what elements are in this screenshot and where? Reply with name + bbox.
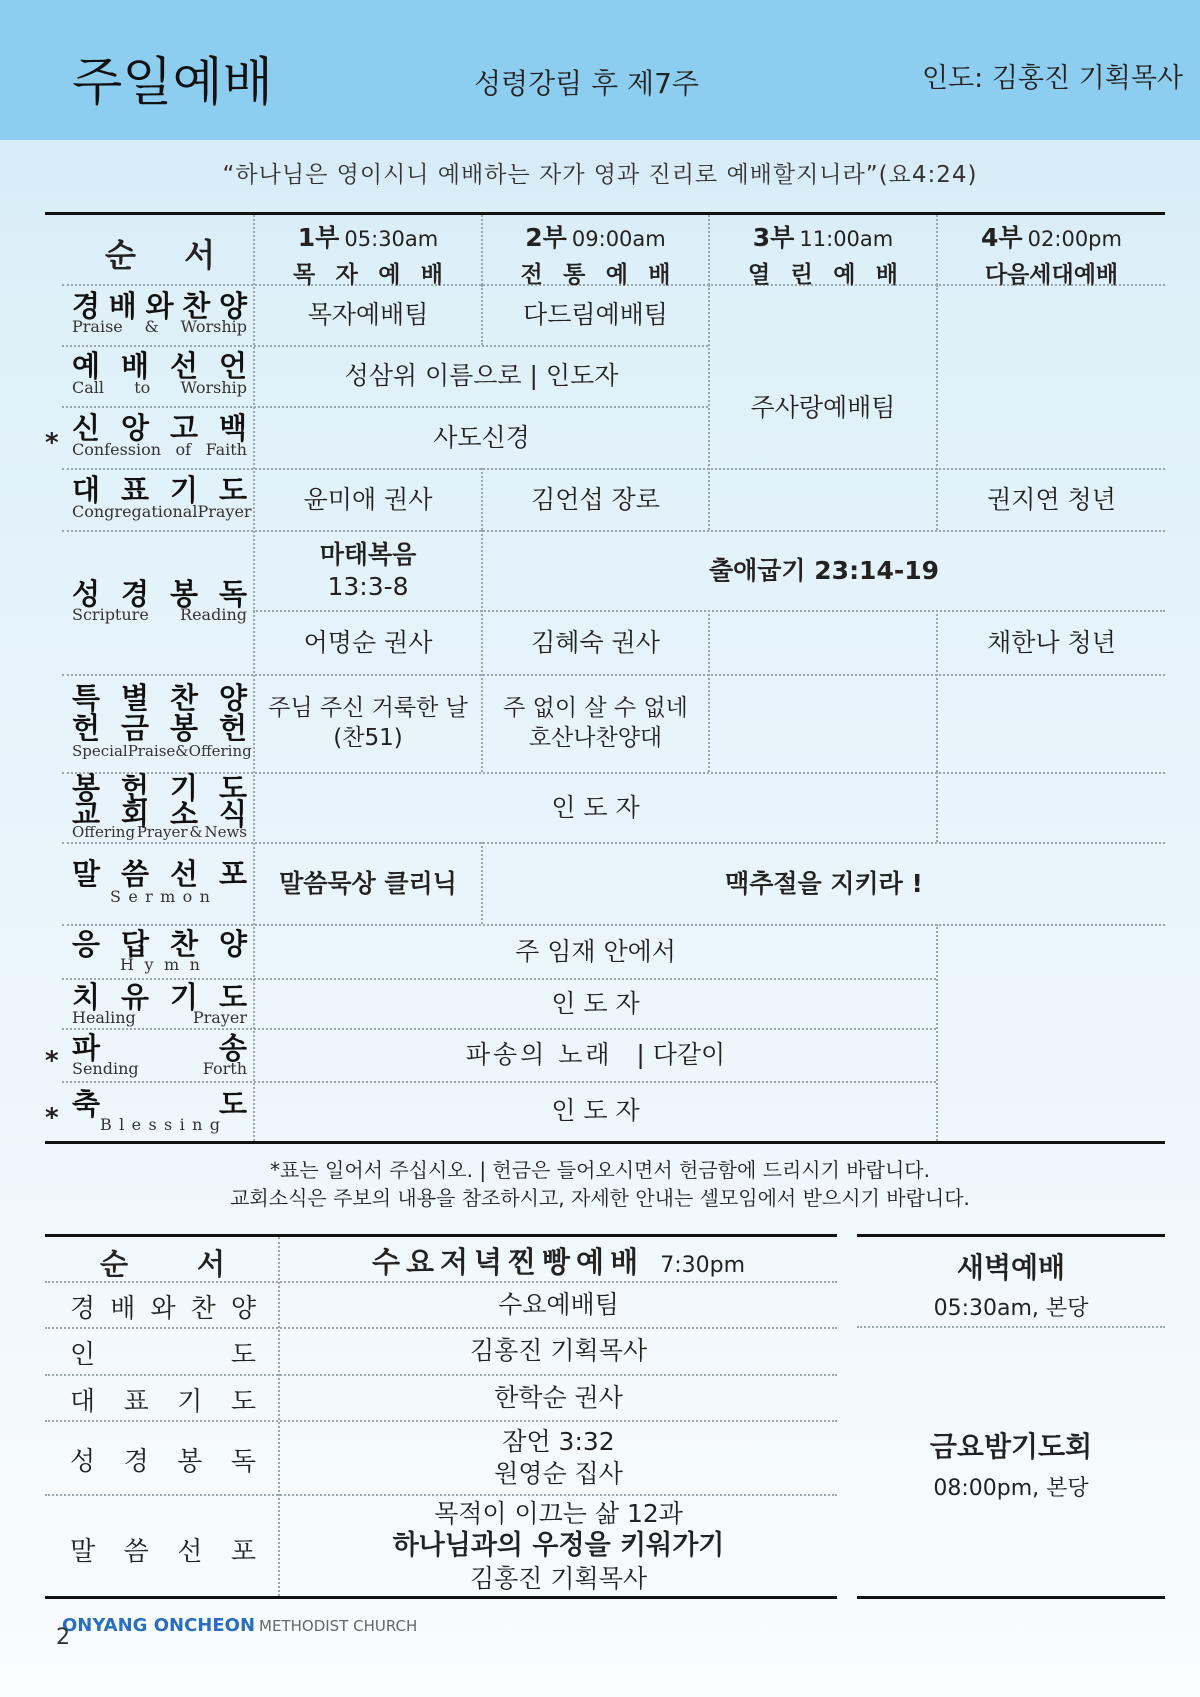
sending-song: 파송의 노래 (465, 1040, 613, 1070)
special-song: 주님 주신 거룩한 날 (268, 695, 468, 722)
friday-title: 금요밤기도회 (929, 1430, 1093, 1463)
side-top-rule (857, 1234, 1165, 1237)
reader-cell-1: 어명순 권사 (303, 627, 433, 657)
wed-cell-praise: 수요예배팀 (498, 1289, 619, 1319)
service-time: 05:30am (344, 227, 439, 251)
wed-cell-sermon (280, 1496, 837, 1596)
service-3-header (710, 218, 936, 289)
service-time: 09:00am (571, 227, 666, 251)
wed-scripture-ref: 잠언 3:32 (502, 1426, 615, 1456)
scripture-cell-234: 출애굽기 23:14-19 (708, 555, 940, 585)
service-num: 1부 (297, 223, 340, 252)
scripture-cell-1 (255, 532, 481, 610)
friday-info: 08:00pm, 본당 (933, 1476, 1089, 1501)
label-sending: 파 송 (72, 1031, 247, 1065)
wed-scripture-reader: 원영순 집사 (494, 1459, 623, 1488)
label-healing-en: Healing Prayer (72, 1008, 247, 1027)
note-line-1: *표는 일어서 주십시오. | 헌금은 들어오시면서 헌금함에 드리시기 바랍니다. (270, 1158, 930, 1182)
wed-label-praise: 경 배 와 찬 양 (70, 1294, 256, 1324)
sending-all: | 다같이 (636, 1040, 726, 1070)
label-prayer-en: Congregational Prayer (72, 502, 252, 521)
wed-sermon-preacher: 김홍진 기획목사 (470, 1563, 647, 1593)
sermon-cell-1: 말씀묵상 클리닉 (279, 868, 457, 898)
wed-bottom-rule (45, 1596, 837, 1599)
special-cell-1 (255, 676, 481, 772)
church-logo: ONYANG ONCHEON METHODIST CHURCH (62, 1615, 418, 1636)
order-header: 순 서 (105, 236, 215, 274)
service-4-header (938, 218, 1165, 289)
label-blessing: 축 도 (72, 1087, 247, 1121)
table-bottom-rule (45, 1141, 1165, 1144)
special-hymn-num: (찬51) (333, 725, 403, 751)
reader-cell-2: 김혜숙 권사 (531, 627, 660, 657)
col-divider (708, 610, 710, 772)
confession-cell: 사도신경 (433, 422, 530, 452)
service-time: 11:00am (799, 227, 894, 251)
wed-sermon-series: 목적이 이끄는 삶 12과 (434, 1498, 683, 1528)
label-blessing-en: B l e s s i n g (100, 1115, 220, 1134)
header-bar (0, 0, 1200, 140)
label-special-en: Special Praise & Offering (72, 742, 252, 760)
service-name: 열 린 예 배 (748, 262, 898, 288)
wed-label-scripture: 성 경 봉 독 (70, 1447, 256, 1477)
service-name: 다음세대예배 (984, 262, 1119, 288)
table-top-rule (45, 212, 1165, 215)
wed-top-rule (45, 1234, 837, 1237)
service-1-header (255, 218, 481, 289)
label-special-praise: 특 별 찬 양 (72, 681, 247, 715)
page-number: 2 (56, 1625, 70, 1650)
label-offering-prayer: 봉 헌 기 도 (72, 771, 247, 805)
label-offering-en: Offering Prayer & News (72, 823, 247, 841)
dawn-info: 05:30am, 본당 (933, 1296, 1089, 1321)
label-call-en: Call to Worship (72, 378, 247, 397)
praise-cell-1: 목자예배팀 (307, 300, 429, 330)
wed-cell-prayer: 한학순 권사 (494, 1382, 623, 1412)
page-subtitle: 성령강림 후 제7주 (474, 67, 699, 100)
label-scripture: 성 경 봉 독 (72, 577, 247, 611)
note-line-2: 교회소식은 주보의 내용을 참조하시고, 자세한 안내는 셀모임에서 받으시기 바랍니다. (230, 1186, 970, 1210)
wed-time: 7:30pm (660, 1253, 746, 1278)
scripture-verse: “하나님은 영이시니 예배하는 자가 영과 진리로 예배할지니라”(요4:24) (222, 162, 978, 188)
standing-marker: * (45, 1046, 59, 1076)
label-prayer: 대 표 기 도 (72, 473, 247, 507)
dawn-title: 새벽예배 (956, 1251, 1066, 1284)
wed-title: 수요저녁찐빵예배 7:30pm (371, 1245, 746, 1279)
label-church-news: 교 회 소 식 (72, 797, 247, 831)
label-confession: 신 앙 고 백 (72, 411, 247, 445)
col-divider (936, 924, 938, 1141)
label-praise-en: Praise & Worship (72, 317, 247, 336)
standing-marker: * (45, 428, 59, 458)
service-time: 02:00pm (1027, 227, 1122, 251)
call-cell: 성삼위 이름으로 | 인도자 (344, 361, 619, 391)
label-hymn: 응 답 찬 양 (72, 927, 247, 961)
special-choir: 호산나찬양대 (528, 725, 663, 751)
prayer-cell-1: 윤미애 권사 (303, 484, 433, 514)
wed-label-prayer: 대 표 기 도 (70, 1387, 256, 1417)
label-sending-en: Sending Forth (72, 1059, 247, 1078)
service-num: 4부 (981, 223, 1023, 252)
label-confession-en: Confession of Faith (72, 440, 247, 459)
page-title: 주일예배 (72, 53, 273, 113)
wed-sermon-title: 하나님과의 우정을 키워가기 (392, 1530, 725, 1562)
col-divider (936, 772, 938, 842)
label-hymn-en: H y m n (120, 955, 200, 974)
blessing-cell: 인 도 자 (551, 1095, 640, 1125)
leader-text: 인도: 김홍진 기획목사 (922, 63, 1183, 94)
team-cell-3: 주사랑예배팀 (750, 392, 896, 422)
wed-order-header: 순 서 (100, 1247, 225, 1281)
label-healing: 치 유 기 도 (72, 980, 247, 1014)
praise-cell-2: 다드림예배팀 (523, 300, 668, 330)
wed-cell-scripture (280, 1422, 837, 1494)
sending-cell (255, 1030, 936, 1081)
label-sermon: 말 씀 선 포 (72, 857, 247, 891)
label-call: 예 배 선 언 (72, 349, 247, 383)
special-cell-2 (483, 676, 708, 772)
wed-label-sermon: 말 씀 선 포 (70, 1537, 256, 1567)
offering-prayer-cell: 인 도 자 (551, 792, 640, 822)
service-name: 전 통 예 배 (520, 262, 671, 288)
hymn-cell: 주 임재 안에서 (515, 936, 676, 966)
label-sermon-en: S e r m o n (110, 887, 210, 906)
healing-cell: 인 도 자 (551, 988, 640, 1018)
sermon-cell-234: 맥추절을 지키라 ! (725, 868, 923, 898)
standing-marker: * (45, 1103, 59, 1133)
reader-cell-4: 채한나 청년 (987, 627, 1116, 657)
label-praise: 경 배 와 찬 양 (72, 289, 247, 323)
prayer-cell-4: 권지연 청년 (987, 484, 1116, 514)
wed-cell-leader: 김홍진 기획목사 (470, 1336, 647, 1366)
side-bottom-rule (857, 1596, 1165, 1599)
label-scripture-en: Scripture Reading (72, 605, 247, 624)
label-offering: 헌 금 봉 헌 (72, 711, 247, 745)
service-num: 3부 (752, 223, 795, 252)
side-divider (857, 1326, 1165, 1328)
service-num: 2부 (525, 223, 567, 252)
scripture-verse-ref: 13:3-8 (327, 572, 409, 601)
scripture-book: 마태복음 (319, 539, 417, 569)
service-2-header (483, 218, 708, 289)
wed-label-leader: 인 도 (70, 1340, 256, 1370)
service-name: 목 자 예 배 (293, 262, 443, 288)
prayer-cell-2: 김언섭 장로 (531, 484, 660, 514)
special-song: 주 없이 살 수 없네 (503, 695, 688, 722)
